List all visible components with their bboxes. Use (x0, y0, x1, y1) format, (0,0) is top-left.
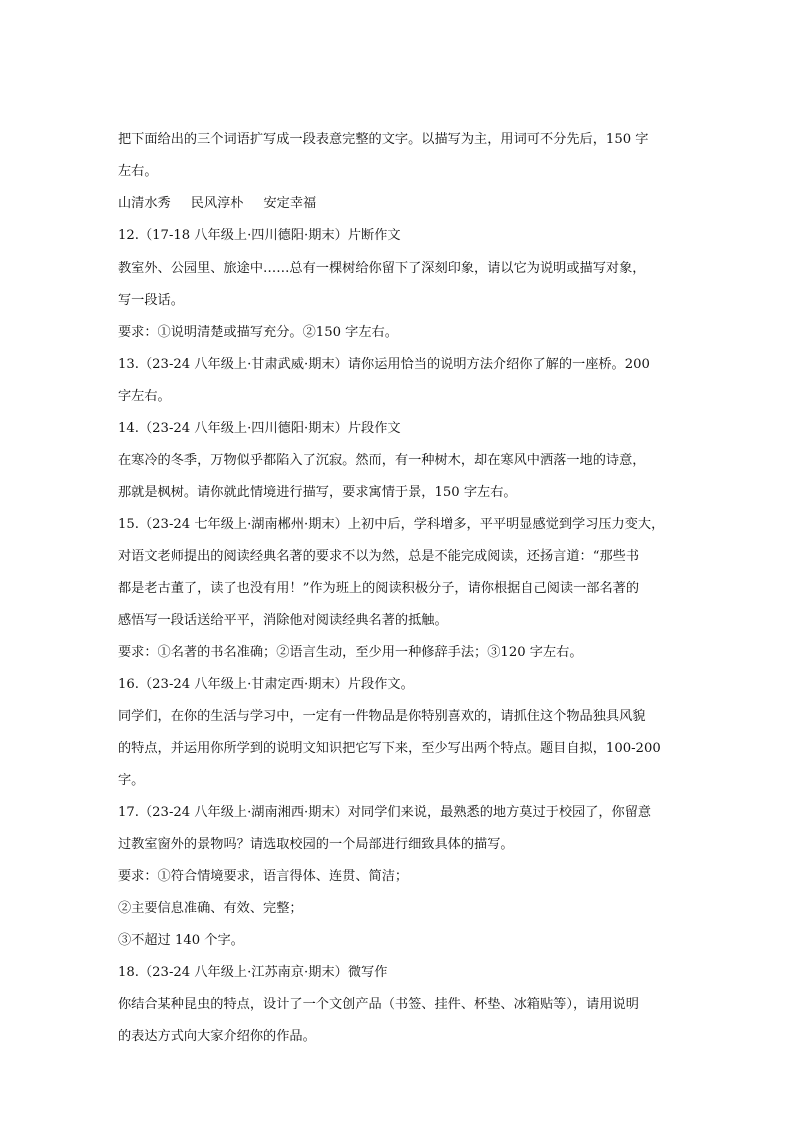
question-13-text: 字左右。 (118, 389, 171, 404)
question-15-requirement: 要求：①名著的书名准确；②语言生动，至少用一种修辞手法；③120 字左右。 (118, 645, 583, 660)
keyword: 安定幸福 (263, 196, 317, 211)
question-12-text: 教室外、公园里、旅途中……总有一棵树给你留下了深刻印象，请以它为说明或描写对象， (118, 261, 646, 276)
keyword: 山清水秀 (118, 196, 171, 211)
question-14-text: 那就是枫树。请你就此情境进行描写，要求寓情于景，150 字左右。 (118, 485, 517, 500)
question-14-text: 在寒冷的冬季，万物似乎都陷入了沉寂。然而，有一种树木，却在寒风中洒落一地的诗意， (118, 453, 646, 468)
question-16-text: 同学们，在你的生活与学习中，一定有一件物品是你特别喜欢的，请抓住这个物品独具风貌 (118, 709, 646, 724)
question-17-text: 17.（23-24 八年级上·湖南湘西·期末）对同学们来说，最熟悉的地方莫过于校园了，你留意 (118, 805, 652, 820)
question-12-requirement: 要求：①说明清楚或描写充分。②150 字左右。 (118, 325, 398, 340)
intro-line: 左右。 (118, 164, 158, 179)
question-15-text: 都是老古董了，读了也没有用！”作为班上的阅读积极分子，请你根据自己阅读一部名著的 (118, 581, 640, 596)
question-15-text: 15.（23-24 七年级上·湖南郴州·期末）上初中后，学科增多，平平明显感觉到学习压力变大， (118, 517, 665, 532)
question-18-text: 你结合某种昆虫的特点，设计了一个文创产品（书签、挂件、杯垫、冰箱贴等），请用说明 (118, 997, 639, 1012)
question-14-heading: 14.（23-24 八年级上·四川德阳·期末）片段作文 (118, 421, 401, 436)
question-15-text: 对语文老师提出的阅读经典名著的要求不以为然，总是不能完成阅读，还扬言道：“那些书 (118, 549, 640, 564)
question-12-text: 写一段话。 (118, 293, 184, 308)
question-18-heading: 18.（23-24 八年级上·江苏南京·期末）微写作 (118, 965, 388, 980)
keyword: 民风淳朴 (190, 196, 244, 211)
question-16-text: 字。 (118, 773, 145, 788)
question-12-heading: 12.（17-18 八年级上·四川德阳·期末）片断作文 (118, 228, 401, 243)
question-17-requirement: 要求：①符合情境要求，语言得体、连贯、简洁； (118, 869, 409, 884)
question-17-requirement: ③不超过 140 个字。 (118, 933, 244, 948)
question-18-text: 的表达方式向大家介绍你的作品。 (118, 1029, 316, 1044)
question-17-text: 过教室窗外的景物吗？请选取校园的一个局部进行细致具体的描写。 (118, 837, 514, 852)
intro-line: 把下面给出的三个词语扩写成一段表意完整的文字。以描写为主，用词可不分先后，150 字 (118, 132, 649, 147)
question-17-requirement: ②主要信息准确、有效、完整； (118, 901, 303, 916)
question-16-text: 的特点，并运用你所学到的说明文知识把它写下来，至少写出两个特点。题目自拟，100-200 (118, 741, 661, 756)
question-16-heading: 16.（23-24 八年级上·甘肃定西·期末）片段作文。 (118, 677, 414, 692)
question-15-text: 感悟写一段话送给平平，消除他对阅读经典名著的抵触。 (118, 613, 448, 628)
question-13-text: 13.（23-24 八年级上·甘肃武威·期末）请你运用恰当的说明方法介绍你了解的一座桥。200 (118, 357, 650, 372)
keyword-list (118, 195, 316, 213)
